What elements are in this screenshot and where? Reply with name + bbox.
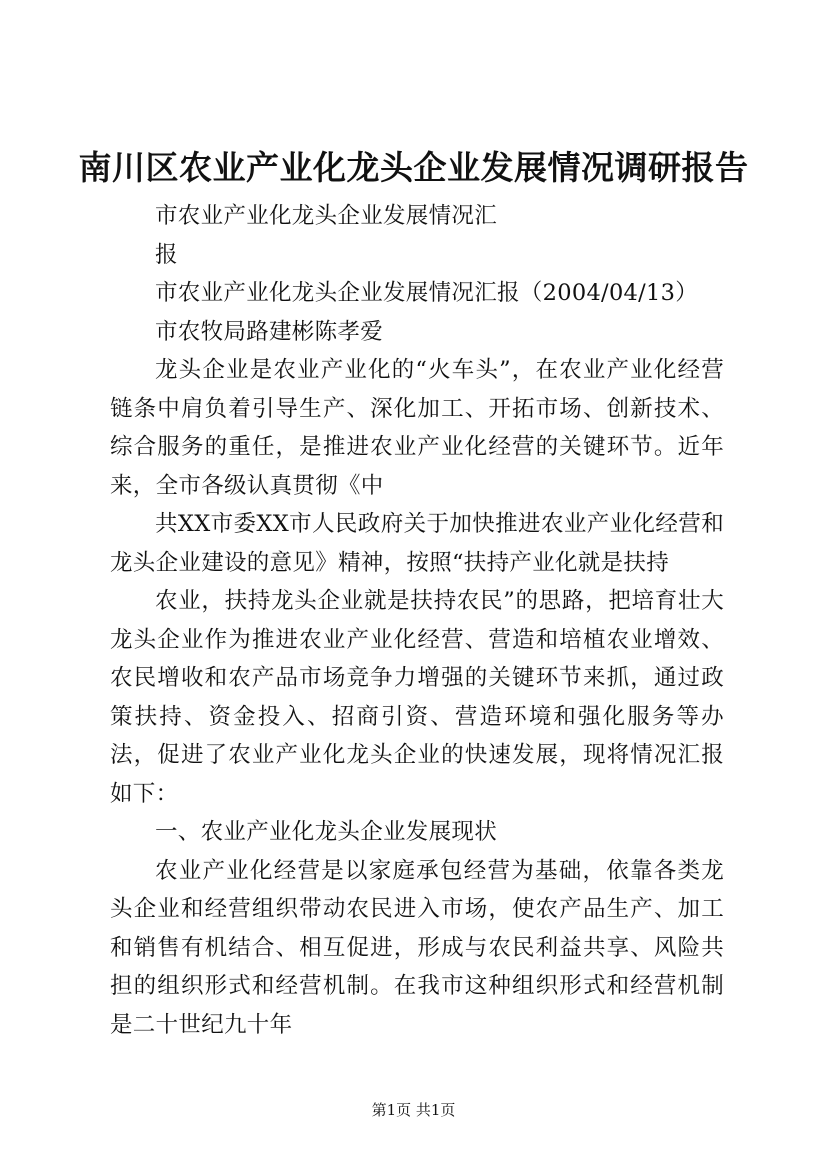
document-title: 南川区农业产业化龙头企业发展情况调研报告	[78, 148, 749, 187]
document-body	[110, 197, 724, 1044]
paragraph-3: 市农业产业化龙头企业发展情况汇报（2004/04/13）	[155, 280, 699, 306]
paragraph-8: 农业产业化经营是以家庭承包经营为基础，依靠各类龙头企业和经营组织带动农民进入市场，使农产品生产、加工和销售有机结合、相互促进，形成与农民利益共享、风险共担的组织形式和经营机制。在我市这种组织形式和经营机制是二十世纪九十年	[110, 857, 724, 1038]
paragraph-6: 共XX市委XX市人民政府关于加快推进农业产业化经营和龙头企业建设的意见》精神，按照“扶持产业化就是扶持	[110, 511, 724, 576]
page-number-footer: 第1页 共1页	[371, 1101, 456, 1119]
paragraph-7: 农业，扶持龙头企业就是扶持农民”的思路，把培育壮大龙头企业作为推进农业产业化经营、营造和培植农业增效、农民增收和农产品市场竞争力增强的关键环节来抓，通过政策扶持、资金投入、招商引资、营造环境和强化服务等办法，促进了农业产业化龙头企业的快速发展，现将情况汇报如下：	[110, 588, 724, 807]
section-heading-1: 一、农业产业化龙头企业发展现状	[155, 819, 498, 845]
paragraph-4: 市农牧局路建彬陈孝爱	[155, 318, 384, 345]
paragraph-5: 龙头企业是农业产业化的“火车头”，在农业产业化经营链条中肩负着引导生产、深化加工、开拓市场、创新技术、综合服务的重任，是推进农业产业化经营的关键环节。近年来，全市各级认真贯彻《中	[110, 357, 724, 499]
paragraph-2: 报	[155, 241, 178, 268]
paragraph-1: 市农业产业化龙头企业发展情况汇	[155, 203, 498, 229]
